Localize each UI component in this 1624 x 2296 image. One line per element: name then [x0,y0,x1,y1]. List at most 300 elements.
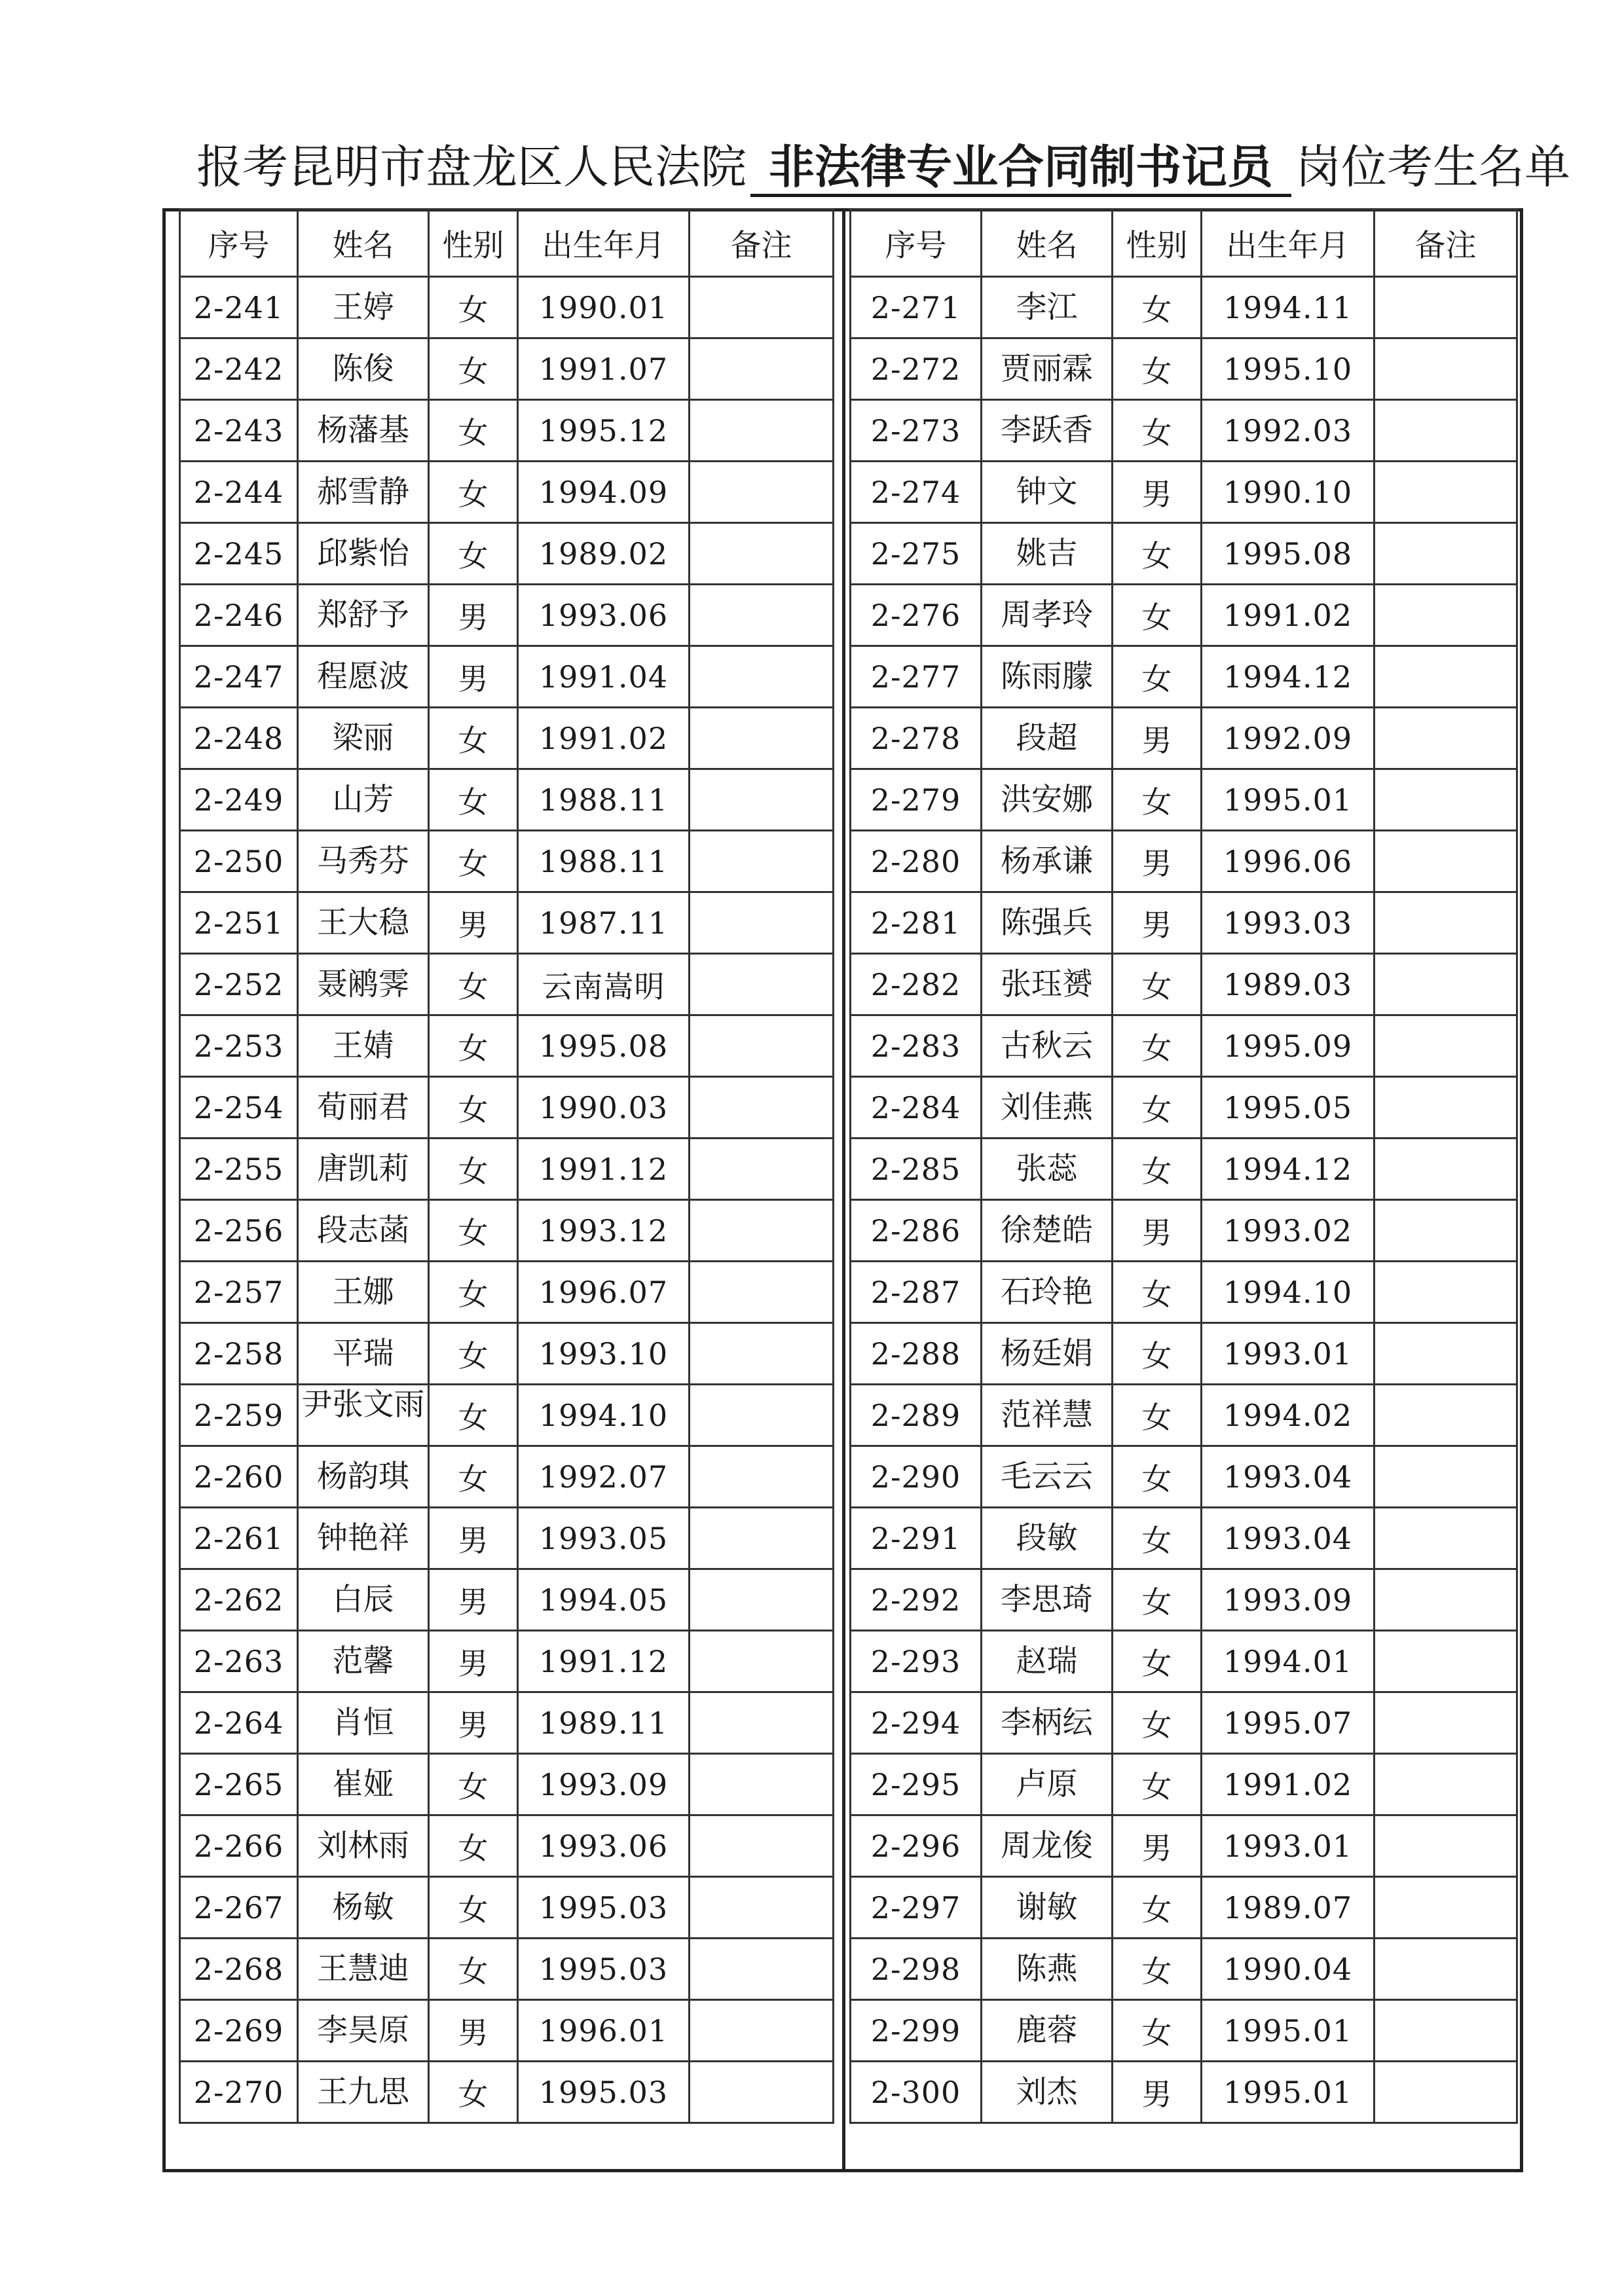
cell-note [690,585,834,646]
cell-sex: 女 [1113,1323,1202,1385]
table-row [851,1939,1517,2000]
cell-sex: 女 [1113,1015,1202,1077]
cell-serial: 2-276 [851,585,982,646]
cell-sex: 女 [429,277,518,338]
table-row [851,1877,1517,1939]
cell-birth: 1995.03 [518,1877,690,1939]
table-row [851,646,1517,708]
cell-name: 周龙俊 [982,1815,1113,1877]
cell-note [1375,1877,1517,1939]
cell-note [1375,1385,1517,1446]
header-note: 备注 [1375,210,1517,277]
cell-name: 洪安娜 [982,769,1113,831]
header-row [180,210,834,277]
cell-serial: 2-248 [180,708,298,769]
cell-note [1375,1692,1517,1754]
table-row [180,1200,834,1262]
table-row [180,1877,834,1939]
cell-name: 王娜 [298,1262,429,1323]
table-row [851,1569,1517,1631]
cell-name: 崔娅 [298,1754,429,1815]
cell-sex: 男 [429,1692,518,1754]
cell-sex: 男 [429,1631,518,1692]
cell-note [690,1631,834,1692]
cell-name: 钟艳祥 [298,1508,429,1569]
cell-sex: 女 [429,523,518,585]
cell-birth: 1991.02 [518,708,690,769]
table-row [851,1077,1517,1139]
cell-note [1375,400,1517,462]
table-row [851,708,1517,769]
table-row [180,1692,834,1754]
table-row [180,831,834,892]
cell-sex: 女 [1113,1446,1202,1508]
cell-birth: 1994.05 [518,1569,690,1631]
cell-sex: 女 [429,2062,518,2123]
cell-name: 谢敏 [982,1877,1113,1939]
cell-serial: 2-267 [180,1877,298,1939]
cell-birth: 1993.01 [1202,1323,1375,1385]
cell-serial: 2-291 [851,1508,982,1569]
cell-name: 刘林雨 [298,1815,429,1877]
cell-birth: 1990.01 [518,277,690,338]
cell-birth: 1995.09 [1202,1015,1375,1077]
table-row [180,1446,834,1508]
cell-sex: 男 [429,892,518,954]
cell-birth: 云南嵩明 [518,954,690,1015]
cell-note [690,1692,834,1754]
cell-serial: 2-256 [180,1200,298,1262]
table-row [851,1323,1517,1385]
cell-name: 徐楚皓 [982,1200,1113,1262]
cell-serial: 2-264 [180,1692,298,1754]
cell-name: 陈雨朦 [982,646,1113,708]
cell-name: 郑舒予 [298,585,429,646]
cell-serial: 2-296 [851,1815,982,1877]
header-name: 姓名 [298,210,429,277]
table-row [851,2000,1517,2062]
cell-note [1375,1015,1517,1077]
table-row [180,338,834,400]
table-row [851,831,1517,892]
cell-serial: 2-257 [180,1262,298,1323]
cell-sex: 女 [429,708,518,769]
cell-name: 王九思 [298,2062,429,2123]
candidate-table-right [849,208,1518,2124]
cell-birth: 1993.01 [1202,1815,1375,1877]
cell-serial: 2-285 [851,1139,982,1200]
cell-birth: 1987.11 [518,892,690,954]
cell-name: 程愿波 [298,646,429,708]
cell-name: 马秀芬 [298,831,429,892]
header-sex: 性别 [1113,210,1202,277]
table-row [180,2062,834,2123]
cell-sex: 女 [1113,646,1202,708]
cell-sex: 女 [429,1200,518,1262]
cell-birth: 1993.06 [518,585,690,646]
table-row [851,462,1517,523]
table-row [851,954,1517,1015]
cell-sex: 女 [1113,523,1202,585]
cell-sex: 女 [429,1077,518,1139]
cell-name: 段超 [982,708,1113,769]
cell-birth: 1990.10 [1202,462,1375,523]
cell-sex: 女 [429,1323,518,1385]
cell-name: 钟文 [982,462,1113,523]
cell-serial: 2-290 [851,1446,982,1508]
cell-sex: 女 [429,769,518,831]
cell-note [1375,1323,1517,1385]
cell-note [690,646,834,708]
cell-note [690,1323,834,1385]
cell-birth: 1992.07 [518,1446,690,1508]
cell-serial: 2-259 [180,1385,298,1446]
table-row [851,892,1517,954]
cell-birth: 1993.12 [518,1200,690,1262]
cell-name: 段敏 [982,1508,1113,1569]
cell-serial: 2-252 [180,954,298,1015]
cell-sex: 女 [1113,1508,1202,1569]
cell-sex: 女 [1113,1939,1202,2000]
cell-note [690,1077,834,1139]
cell-serial: 2-277 [851,646,982,708]
cell-note [1375,1508,1517,1569]
cell-name: 刘杰 [982,2062,1113,2123]
cell-note [690,2000,834,2062]
cell-serial: 2-287 [851,1262,982,1323]
cell-sex: 女 [1113,1692,1202,1754]
cell-name: 聂鹇霁 [298,954,429,1015]
cell-note [690,1385,834,1446]
cell-name: 陈燕 [982,1939,1113,2000]
table-row [851,585,1517,646]
cell-note [690,1508,834,1569]
cell-serial: 2-263 [180,1631,298,1692]
cell-birth: 1995.05 [1202,1077,1375,1139]
cell-note [690,2062,834,2123]
table-row [851,1139,1517,1200]
cell-serial: 2-255 [180,1139,298,1200]
table-row [851,2062,1517,2123]
cell-sex: 女 [429,462,518,523]
cell-sex: 女 [1113,1077,1202,1139]
candidate-table-left [179,208,834,2124]
cell-serial: 2-247 [180,646,298,708]
cell-birth: 1993.06 [518,1815,690,1877]
cell-sex: 男 [1113,892,1202,954]
cell-birth: 1995.08 [518,1015,690,1077]
table-row [180,277,834,338]
cell-note [1375,462,1517,523]
table-row [180,1139,834,1200]
cell-sex: 男 [429,1508,518,1569]
cell-sex: 男 [429,585,518,646]
cell-note [690,1754,834,1815]
cell-serial: 2-273 [851,400,982,462]
table-row [851,1262,1517,1323]
header-birth: 出生年月 [1202,210,1375,277]
cell-serial: 2-300 [851,2062,982,2123]
cell-birth: 1991.12 [518,1139,690,1200]
cell-name: 杨承谦 [982,831,1113,892]
table-row [180,1077,834,1139]
cell-note [1375,1077,1517,1139]
cell-name: 杨敏 [298,1877,429,1939]
cell-sex: 女 [429,338,518,400]
cell-serial: 2-286 [851,1200,982,1262]
cell-name: 梁丽 [298,708,429,769]
cell-serial: 2-258 [180,1323,298,1385]
cell-name: 贾丽霖 [982,338,1113,400]
cell-name: 陈强兵 [982,892,1113,954]
table-row [851,1815,1517,1877]
cell-serial: 2-294 [851,1692,982,1754]
cell-name: 唐凯莉 [298,1139,429,1200]
cell-birth: 1988.11 [518,831,690,892]
cell-note [1375,831,1517,892]
cell-sex: 男 [1113,1200,1202,1262]
cell-note [1375,1815,1517,1877]
cell-note [690,1569,834,1631]
table-row [851,1508,1517,1569]
cell-serial: 2-265 [180,1754,298,1815]
cell-name: 肖恒 [298,1692,429,1754]
table-row [851,338,1517,400]
cell-name: 邱紫怡 [298,523,429,585]
cell-sex: 女 [1113,954,1202,1015]
cell-name: 杨廷娟 [982,1323,1113,1385]
cell-name: 卢原 [982,1754,1113,1815]
cell-sex: 女 [1113,400,1202,462]
cell-name: 杨韵琪 [298,1446,429,1508]
table-row [180,400,834,462]
cell-note [1375,1262,1517,1323]
cell-birth: 1993.10 [518,1323,690,1385]
cell-birth: 1991.02 [1202,1754,1375,1815]
cell-note [1375,2000,1517,2062]
cell-serial: 2-275 [851,523,982,585]
cell-note [690,1446,834,1508]
cell-name: 姚吉 [982,523,1113,585]
cell-birth: 1988.11 [518,769,690,831]
cell-note [1375,1939,1517,2000]
cell-note [690,892,834,954]
cell-name: 王婧 [298,1015,429,1077]
cell-name: 尹张文雨 [298,1385,429,1446]
cell-birth: 1993.04 [1202,1446,1375,1508]
cell-birth: 1992.09 [1202,708,1375,769]
cell-birth: 1995.10 [1202,338,1375,400]
cell-birth: 1991.04 [518,646,690,708]
cell-name: 范馨 [298,1631,429,1692]
table-row [180,462,834,523]
cell-note [690,1877,834,1939]
table-row [180,1385,834,1446]
cell-serial: 2-292 [851,1569,982,1631]
cell-birth: 1995.07 [1202,1692,1375,1754]
cell-sex: 女 [429,1815,518,1877]
cell-birth: 1989.11 [518,1692,690,1754]
cell-sex: 女 [1113,1631,1202,1692]
table-row [851,1631,1517,1692]
cell-serial: 2-243 [180,400,298,462]
cell-serial: 2-298 [851,1939,982,2000]
table-row [180,1262,834,1323]
cell-birth: 1995.01 [1202,2000,1375,2062]
cell-serial: 2-244 [180,462,298,523]
header-sex: 性别 [429,210,518,277]
cell-serial: 2-271 [851,277,982,338]
cell-sex: 女 [429,1262,518,1323]
cell-note [690,1015,834,1077]
cell-sex: 女 [1113,338,1202,400]
cell-name: 李柄纭 [982,1692,1113,1754]
cell-note [690,1200,834,1262]
cell-note [690,462,834,523]
cell-sex: 女 [1113,1569,1202,1631]
cell-serial: 2-253 [180,1015,298,1077]
table-row [180,1754,834,1815]
cell-note [690,1139,834,1200]
cell-serial: 2-266 [180,1815,298,1877]
cell-serial: 2-282 [851,954,982,1015]
header-name: 姓名 [982,210,1113,277]
cell-note [1375,1446,1517,1508]
cell-sex: 女 [1113,1262,1202,1323]
cell-name: 白辰 [298,1569,429,1631]
cell-name: 李江 [982,277,1113,338]
cell-name: 杨藩基 [298,400,429,462]
title-position: 非法律专业合同制书记员 [750,140,1291,197]
table-row [180,1015,834,1077]
cell-serial: 2-241 [180,277,298,338]
cell-sex: 女 [429,1446,518,1508]
cell-serial: 2-272 [851,338,982,400]
cell-sex: 女 [1113,2000,1202,2062]
cell-serial: 2-299 [851,2000,982,2062]
cell-sex: 女 [429,1754,518,1815]
cell-sex: 女 [1113,277,1202,338]
cell-name: 范祥慧 [982,1385,1113,1446]
cell-birth: 1994.01 [1202,1631,1375,1692]
cell-note [690,277,834,338]
cell-note [1375,1569,1517,1631]
header-no: 序号 [851,210,982,277]
cell-name: 荀丽君 [298,1077,429,1139]
cell-name: 石玲艳 [982,1262,1113,1323]
cell-birth: 1991.12 [518,1631,690,1692]
table-row [180,892,834,954]
table-row [851,1754,1517,1815]
table-row [180,2000,834,2062]
cell-sex: 男 [1113,2062,1202,2123]
cell-serial: 2-262 [180,1569,298,1631]
table-row [180,585,834,646]
cell-birth: 1995.03 [518,2062,690,2123]
cell-note [690,338,834,400]
cell-note [1375,892,1517,954]
cell-name: 山芳 [298,769,429,831]
cell-name: 王婷 [298,277,429,338]
cell-serial: 2-279 [851,769,982,831]
cell-birth: 1989.07 [1202,1877,1375,1939]
cell-birth: 1995.08 [1202,523,1375,585]
table-row [180,1323,834,1385]
column-separator [842,208,845,2172]
cell-note [690,523,834,585]
table-row [180,1815,834,1877]
title-prefix: 报考昆明市盘龙区人民法院 [196,140,747,194]
cell-birth: 1993.04 [1202,1508,1375,1569]
cell-note [1375,585,1517,646]
table-row [851,769,1517,831]
cell-sex: 女 [429,1939,518,2000]
table-row [180,1939,834,2000]
cell-birth: 1993.09 [518,1754,690,1815]
cell-name: 周孝玲 [982,585,1113,646]
cell-serial: 2-289 [851,1385,982,1446]
table-row [851,1692,1517,1754]
cell-sex: 女 [429,400,518,462]
title-suffix: 岗位考生名单 [1295,140,1570,194]
cell-birth: 1994.09 [518,462,690,523]
cell-sex: 男 [429,1569,518,1631]
cell-birth: 1993.09 [1202,1569,1375,1631]
cell-sex: 女 [429,954,518,1015]
cell-sex: 女 [1113,1877,1202,1939]
cell-note [1375,1200,1517,1262]
cell-note [690,1815,834,1877]
cell-birth: 1989.02 [518,523,690,585]
cell-name: 李昊原 [298,2000,429,2062]
cell-sex: 男 [1113,831,1202,892]
cell-sex: 男 [429,646,518,708]
cell-serial: 2-261 [180,1508,298,1569]
header-row [851,210,1517,277]
cell-name: 段志菡 [298,1200,429,1262]
cell-name: 张珏赟 [982,954,1113,1015]
cell-serial: 2-254 [180,1077,298,1139]
cell-birth: 1989.03 [1202,954,1375,1015]
table-row [180,1508,834,1569]
cell-note [1375,338,1517,400]
cell-note [690,954,834,1015]
cell-serial: 2-278 [851,708,982,769]
table-row [851,1200,1517,1262]
cell-name: 赵瑞 [982,1631,1113,1692]
cell-birth: 1990.04 [1202,1939,1375,2000]
cell-serial: 2-269 [180,2000,298,2062]
header-no: 序号 [180,210,298,277]
cell-sex: 女 [1113,1139,1202,1200]
cell-serial: 2-268 [180,1939,298,2000]
cell-serial: 2-297 [851,1877,982,1939]
cell-serial: 2-250 [180,831,298,892]
cell-note [1375,1631,1517,1692]
table-row [180,1569,834,1631]
cell-note [1375,1754,1517,1815]
table-row [180,954,834,1015]
cell-birth: 1994.02 [1202,1385,1375,1446]
cell-birth: 1996.06 [1202,831,1375,892]
cell-note [1375,708,1517,769]
table-row [851,523,1517,585]
cell-birth: 1995.01 [1202,2062,1375,2123]
cell-birth: 1996.07 [518,1262,690,1323]
cell-serial: 2-288 [851,1323,982,1385]
cell-birth: 1994.10 [518,1385,690,1446]
cell-birth: 1993.02 [1202,1200,1375,1262]
